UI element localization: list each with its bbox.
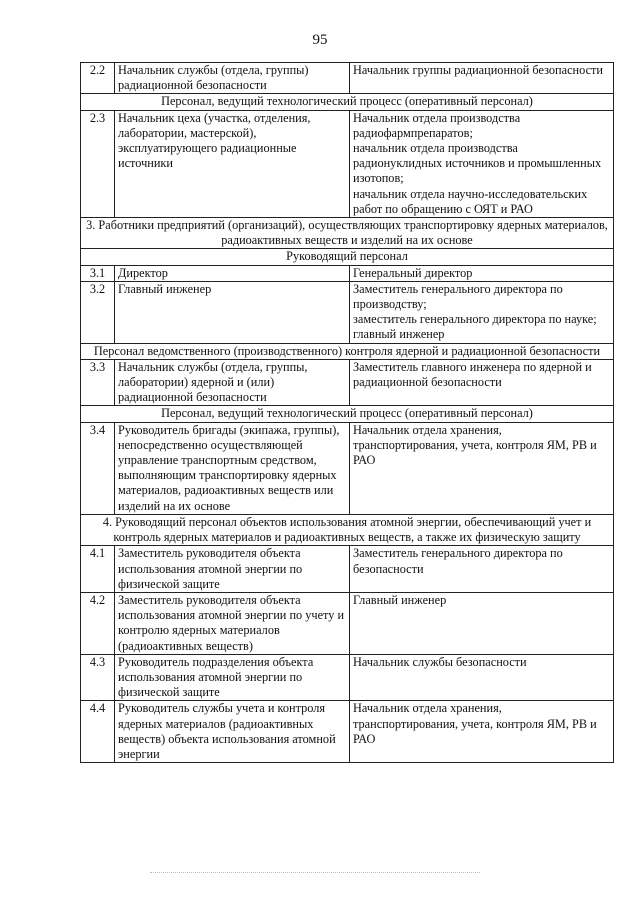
table-row — [81, 546, 614, 593]
position-title: Руководитель бригады (экипажа, группы), непосредственно осуществляющей управление транспортным средством, выполняющим транспортировку ядерных материалов, радиоактивных веществ или изделий на их основе — [115, 422, 350, 514]
table-row — [81, 110, 614, 217]
item-number: 4.2 — [81, 592, 115, 654]
equivalent-position: Генеральный директор — [350, 265, 614, 281]
position-title: Начальник службы (отдела, группы, лаборатории) ядерной и (или) радиационной безопасности — [115, 359, 350, 406]
position-title: Директор — [115, 265, 350, 281]
item-number: 2.2 — [81, 63, 115, 94]
position-title: Начальник службы (отдела, группы) радиационной безопасности — [115, 63, 350, 94]
section-header-row — [81, 249, 614, 265]
table-row — [81, 592, 614, 654]
section-heading: 3. Работники предприятий (организаций), осуществляющих транспортировку ядерных материалов, радиоактивных веществ и изделий на их основе — [81, 218, 614, 249]
section-heading: Персонал, ведущий технологический процесс (оперативный персонал) — [81, 406, 614, 422]
section-heading: 4. Руководящий персонал объектов использования атомной энергии, обеспечивающий учет и контроль ядерных материалов и радиоактивных веществ, а также их физическую защиту — [81, 514, 614, 545]
table-row — [81, 265, 614, 281]
item-number: 3.3 — [81, 359, 115, 406]
position-title: Заместитель руководителя объекта использования атомной энергии по физической защите — [115, 546, 350, 593]
item-number: 2.3 — [81, 110, 115, 217]
equivalent-position: Заместитель генерального директора по производству; заместитель генерального директора по науке; главный инженер — [350, 281, 614, 343]
item-number: 4.4 — [81, 701, 115, 763]
equivalent-position: Начальник службы безопасности — [350, 654, 614, 701]
equivalent-position: Начальник отдела хранения, транспортирования, учета, контроля ЯМ, РВ и РАО — [350, 701, 614, 763]
page-number: 95 — [312, 32, 328, 48]
section-header-row — [81, 406, 614, 422]
item-number: 3.1 — [81, 265, 115, 281]
section-header-row — [81, 94, 614, 110]
table-row — [81, 359, 614, 406]
table-row — [81, 281, 614, 343]
item-number: 4.1 — [81, 546, 115, 593]
equivalent-position: Главный инженер — [350, 592, 614, 654]
position-title: Начальник цеха (участка, отделения, лаборатории, мастерской), эксплуатирующего радиационные источники — [115, 110, 350, 217]
position-title: Заместитель руководителя объекта использования атомной энергии по учету и контролю ядерных материалов (радиоактивных веществ) — [115, 592, 350, 654]
footer-divider — [150, 872, 480, 873]
item-number: 3.4 — [81, 422, 115, 514]
table-row — [81, 654, 614, 701]
position-title: Руководитель подразделения объекта использования атомной энергии по физической защите — [115, 654, 350, 701]
equivalent-position: Начальник отдела хранения, транспортирования, учета, контроля ЯМ, РВ и РАО — [350, 422, 614, 514]
equivalent-position: Начальник отдела производства радиофармпрепаратов; начальник отдела производства радионуклидных источников и промышленных изотопов; начальник отдела научно-исследовательских работ по обращению с ОЯТ и РАО — [350, 110, 614, 217]
table-row — [81, 63, 614, 94]
position-title: Главный инженер — [115, 281, 350, 343]
table-row — [81, 701, 614, 763]
positions-table — [80, 62, 614, 763]
equivalent-position: Заместитель генерального директора по безопасности — [350, 546, 614, 593]
section-heading: Персонал ведомственного (производственного) контроля ядерной и радиационной безопасности — [81, 343, 614, 359]
item-number: 3.2 — [81, 281, 115, 343]
position-title: Руководитель службы учета и контроля ядерных материалов (радиоактивных веществ) объекта использования атомной энергии — [115, 701, 350, 763]
equivalent-position: Начальник группы радиационной безопасности — [350, 63, 614, 94]
table-row — [81, 422, 614, 514]
section-header-row — [81, 343, 614, 359]
equivalent-position: Заместитель главного инженера по ядерной и радиационной безопасности — [350, 359, 614, 406]
positions-table-body — [81, 63, 614, 763]
section-header-row — [81, 218, 614, 249]
item-number: 4.3 — [81, 654, 115, 701]
section-heading: Персонал, ведущий технологический процесс (оперативный персонал) — [81, 94, 614, 110]
section-header-row — [81, 514, 614, 545]
section-heading: Руководящий персонал — [81, 249, 614, 265]
